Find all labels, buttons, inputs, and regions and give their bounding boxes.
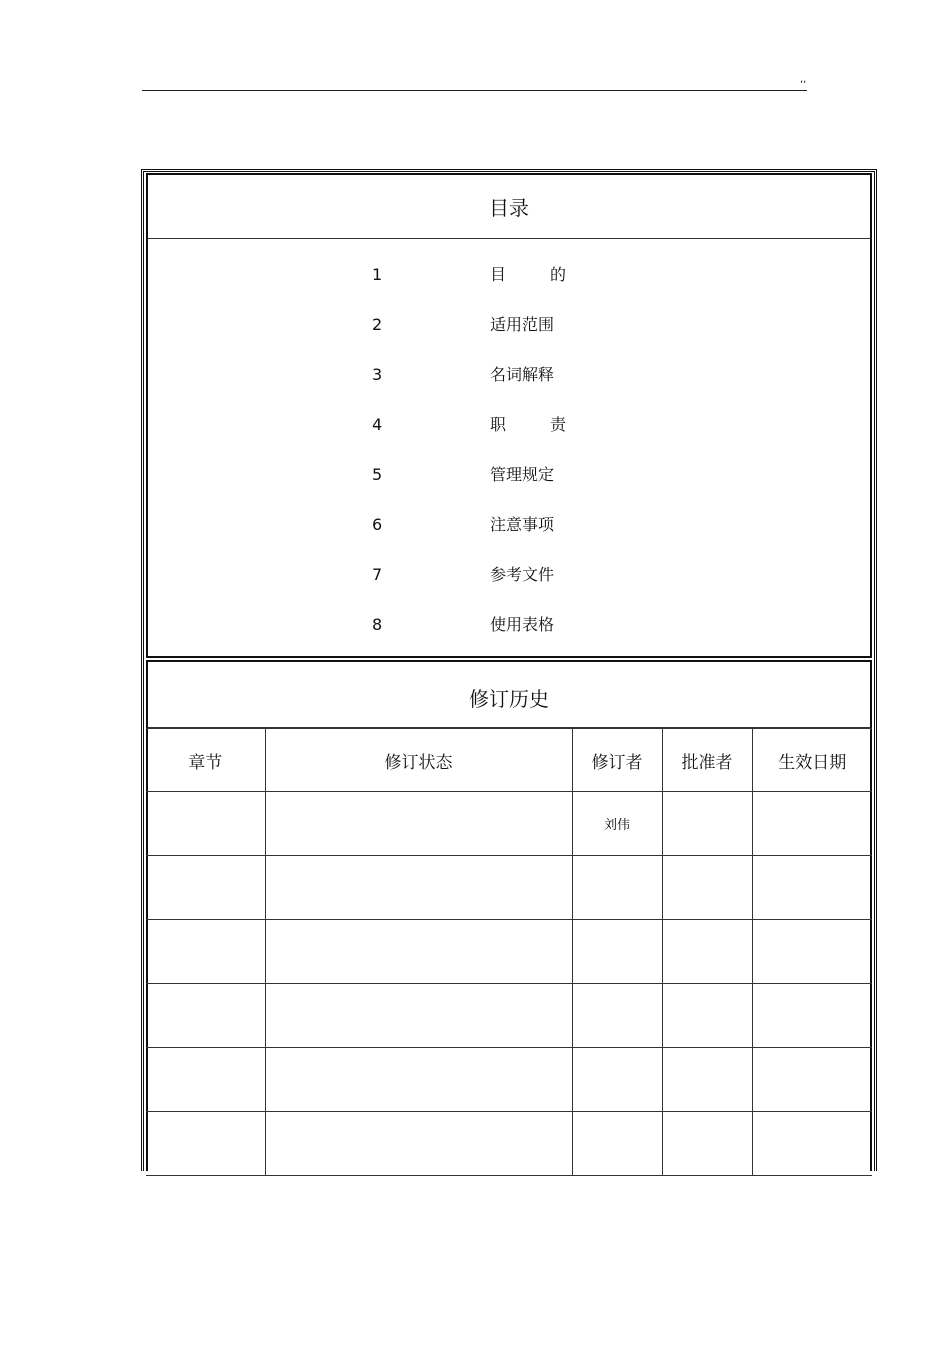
toc-item-number: 5	[372, 465, 383, 484]
cell-effective-date[interactable]	[752, 856, 872, 920]
toc-item[interactable]	[148, 615, 870, 665]
revision-history-title: 修订历史	[148, 662, 870, 728]
cell-chapter[interactable]	[146, 856, 265, 920]
cell-chapter[interactable]	[146, 1112, 265, 1176]
cell-chapter[interactable]	[146, 984, 265, 1048]
cell-effective-date[interactable]	[752, 984, 872, 1048]
cell-approver[interactable]	[662, 1112, 752, 1176]
cell-status[interactable]	[265, 984, 572, 1048]
cell-chapter[interactable]	[146, 1048, 265, 1112]
toc-item-number: 1	[372, 265, 383, 284]
table-row	[146, 984, 872, 1048]
header-mark: ,,	[800, 74, 807, 85]
table-row	[146, 1048, 872, 1112]
column-header-approver: 批准者	[662, 729, 752, 792]
toc-item-label: 管理规定	[490, 465, 555, 484]
cell-approver[interactable]	[662, 792, 752, 856]
cell-reviser[interactable]	[572, 1048, 662, 1112]
toc-item-label	[490, 265, 566, 285]
table-of-contents	[146, 173, 872, 658]
cell-reviser[interactable]: 刘伟	[572, 792, 662, 856]
toc-item-label: 适用范围	[490, 315, 555, 334]
header-rule	[142, 90, 807, 91]
toc-item-label-char: 目	[490, 265, 507, 284]
cell-approver[interactable]	[662, 920, 752, 984]
cell-status[interactable]	[265, 1112, 572, 1176]
column-header-chapter: 章节	[146, 729, 265, 792]
toc-item-label: 参考文件	[490, 565, 555, 584]
cell-status[interactable]	[265, 920, 572, 984]
column-header-effective-date: 生效日期	[752, 729, 872, 792]
toc-item[interactable]	[148, 365, 870, 415]
cell-effective-date[interactable]	[752, 1048, 872, 1112]
toc-title: 目录	[148, 175, 870, 239]
toc-item[interactable]	[148, 415, 870, 465]
toc-item-number: 6	[372, 515, 383, 534]
toc-item-label: 名词解释	[490, 365, 555, 384]
toc-item[interactable]	[148, 515, 870, 565]
cell-approver[interactable]	[662, 856, 752, 920]
cell-chapter[interactable]	[146, 792, 265, 856]
cell-effective-date[interactable]	[752, 920, 872, 984]
cell-status[interactable]	[265, 792, 572, 856]
revision-header-row	[146, 729, 872, 792]
toc-item-label	[490, 415, 566, 435]
cell-chapter[interactable]	[146, 920, 265, 984]
cell-effective-date[interactable]	[752, 792, 872, 856]
cell-reviser[interactable]	[572, 856, 662, 920]
toc-item-number: 2	[372, 315, 383, 334]
table-row	[146, 856, 872, 920]
toc-item-number: 3	[372, 365, 383, 384]
column-header-reviser: 修订者	[572, 729, 662, 792]
toc-item[interactable]	[148, 565, 870, 615]
table-row	[146, 792, 872, 856]
toc-item-label-char: 责	[549, 415, 566, 434]
toc-item[interactable]	[148, 315, 870, 365]
toc-list	[148, 265, 870, 665]
toc-item[interactable]	[148, 465, 870, 515]
toc-item-label-char: 的	[549, 265, 566, 284]
toc-item-label: 注意事项	[490, 515, 555, 534]
toc-item-number: 4	[372, 415, 383, 434]
cell-reviser[interactable]	[572, 920, 662, 984]
toc-item[interactable]	[148, 265, 870, 315]
revision-history	[146, 660, 872, 1171]
table-row	[146, 1112, 872, 1176]
cell-effective-date[interactable]	[752, 1112, 872, 1176]
cell-approver[interactable]	[662, 984, 752, 1048]
toc-item-label: 使用表格	[490, 615, 555, 634]
cell-reviser[interactable]	[572, 1112, 662, 1176]
table-row	[146, 920, 872, 984]
toc-item-label-char: 职	[490, 415, 507, 434]
cell-status[interactable]	[265, 856, 572, 920]
cell-approver[interactable]	[662, 1048, 752, 1112]
revision-table	[146, 728, 872, 1176]
cell-status[interactable]	[265, 1048, 572, 1112]
cell-reviser[interactable]	[572, 984, 662, 1048]
toc-item-number: 8	[372, 615, 383, 634]
toc-item-number: 7	[372, 565, 383, 584]
column-header-status: 修订状态	[265, 729, 572, 792]
